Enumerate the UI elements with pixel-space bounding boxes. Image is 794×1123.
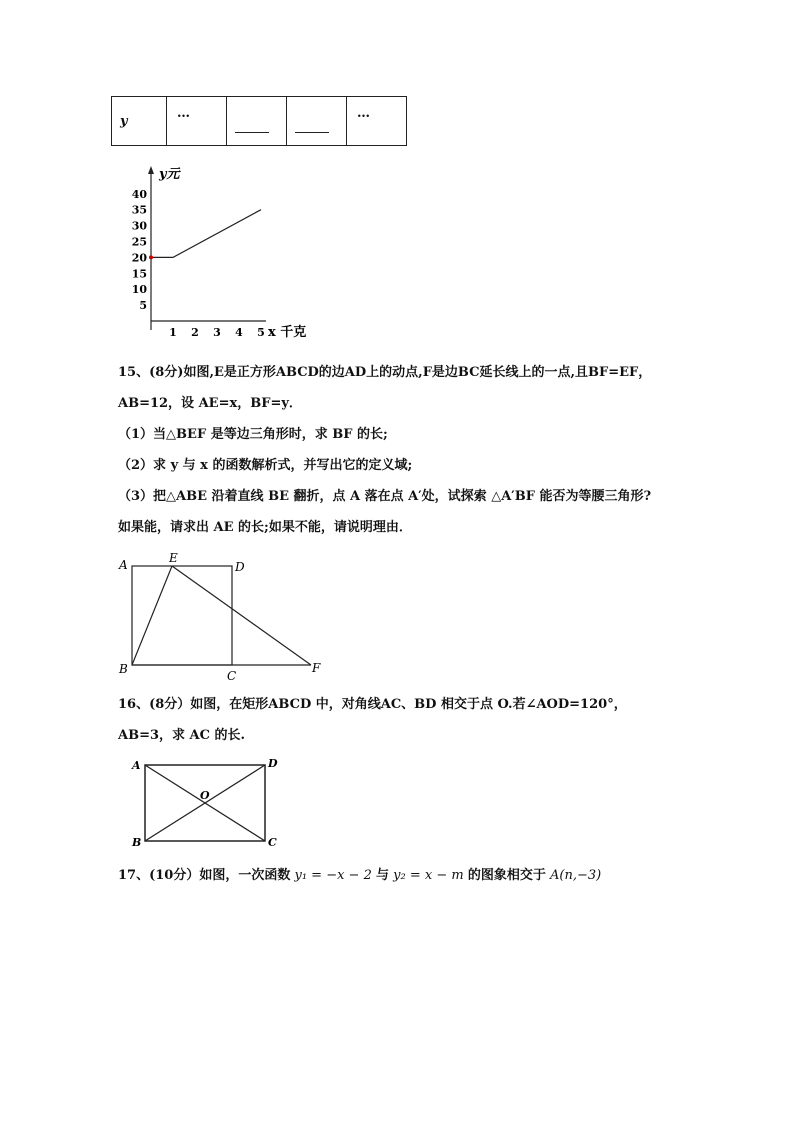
segment-be bbox=[132, 566, 172, 665]
y-tick-label: 30 bbox=[131, 219, 147, 233]
y-tick-label: 5 bbox=[139, 299, 147, 313]
y-tick-label: 20 bbox=[131, 251, 147, 265]
q17-prefix: 17、(10分）如图，一次函数 bbox=[118, 868, 291, 883]
table-cell bbox=[167, 97, 227, 146]
q17-function-1: y₁ = −x − 2 bbox=[294, 868, 372, 883]
segment-ef bbox=[172, 566, 311, 665]
label-c: C bbox=[227, 669, 237, 683]
q15-line-3: （1）当△BEF 是等边三角形时，求 BF 的长; bbox=[118, 427, 388, 442]
y-tick-labels bbox=[132, 188, 148, 312]
x-tick-labels bbox=[169, 326, 265, 339]
y-tick-label: 15 bbox=[131, 267, 147, 281]
table-blank bbox=[235, 131, 269, 133]
x-tick-label: 4 bbox=[235, 326, 243, 339]
square-abcd bbox=[132, 566, 232, 665]
table-label-cell bbox=[112, 97, 167, 146]
label-e: E bbox=[169, 551, 178, 565]
table-ellipsis: … bbox=[357, 105, 370, 121]
q15-line-4: （2）求 y 与 x 的函数解析式，并写出它的定义域; bbox=[118, 458, 413, 473]
x-tick-label: 5 bbox=[257, 326, 265, 339]
label-d: D bbox=[235, 560, 245, 574]
y-tick-label: 35 bbox=[131, 203, 147, 217]
start-point bbox=[149, 255, 153, 259]
x-tick-label: 3 bbox=[213, 326, 221, 339]
y-axis-arrow bbox=[148, 166, 154, 174]
label-b: B bbox=[132, 836, 142, 849]
q17-point-a: A(n,−3) bbox=[549, 868, 602, 883]
table-blank bbox=[295, 131, 329, 133]
q15-line-2: AB=12，设 AE=x，BF=y． bbox=[118, 396, 302, 411]
table-ellipsis: … bbox=[177, 105, 190, 121]
label-d: D bbox=[268, 757, 278, 770]
q16-figure bbox=[128, 755, 288, 850]
q15-line-5: （3）把△ABE 沿着直线 BE 翻折，点 A 落在点 A′处，试探索 △A′BF 能否为等腰三角形? bbox=[118, 489, 652, 504]
q15-figure bbox=[115, 548, 330, 683]
y-tick-label: 40 bbox=[131, 187, 147, 201]
table-label: y bbox=[120, 113, 128, 129]
y-tick-label: 25 bbox=[131, 235, 147, 249]
series-line bbox=[151, 210, 261, 258]
q16-line-1: 16、(8分）如图，在矩形ABCD 中，对角线AC、BD 相交于点 O.若∠AOD=120°， bbox=[118, 697, 627, 712]
q17-suffix: 的图象相交于 bbox=[467, 868, 546, 883]
value-table bbox=[111, 96, 407, 146]
q16-line-2: AB=3，求 AC 的长. bbox=[118, 728, 246, 743]
q15-line-1: 15、(8分)如图,E是正方形ABCD的边AD上的动点,F是边BC延长线上的一点,且BF=EF， bbox=[118, 365, 652, 380]
q17-function-2: y₂ = x − m bbox=[393, 868, 464, 883]
label-o: O bbox=[200, 789, 210, 802]
table-cell bbox=[347, 97, 407, 146]
q17-line-1 bbox=[118, 868, 601, 884]
price-graph bbox=[118, 162, 328, 344]
label-b: B bbox=[119, 662, 128, 676]
label-a: A bbox=[119, 558, 128, 572]
label-a: A bbox=[132, 759, 141, 772]
y-axis-label: y元 bbox=[159, 167, 180, 182]
table-cell bbox=[287, 97, 347, 146]
label-c: C bbox=[268, 836, 277, 849]
x-tick-label: 1 bbox=[169, 326, 177, 339]
table-cell bbox=[227, 97, 287, 146]
y-tick-label: 10 bbox=[131, 283, 147, 297]
x-tick-label: 2 bbox=[191, 326, 199, 339]
q15-line-6: 如果能，请求出 AE 的长;如果不能，请说明理由． bbox=[118, 520, 412, 535]
label-f: F bbox=[312, 661, 321, 675]
q17-mid: 与 bbox=[376, 868, 390, 883]
x-axis-label: x 千克 bbox=[268, 325, 307, 340]
